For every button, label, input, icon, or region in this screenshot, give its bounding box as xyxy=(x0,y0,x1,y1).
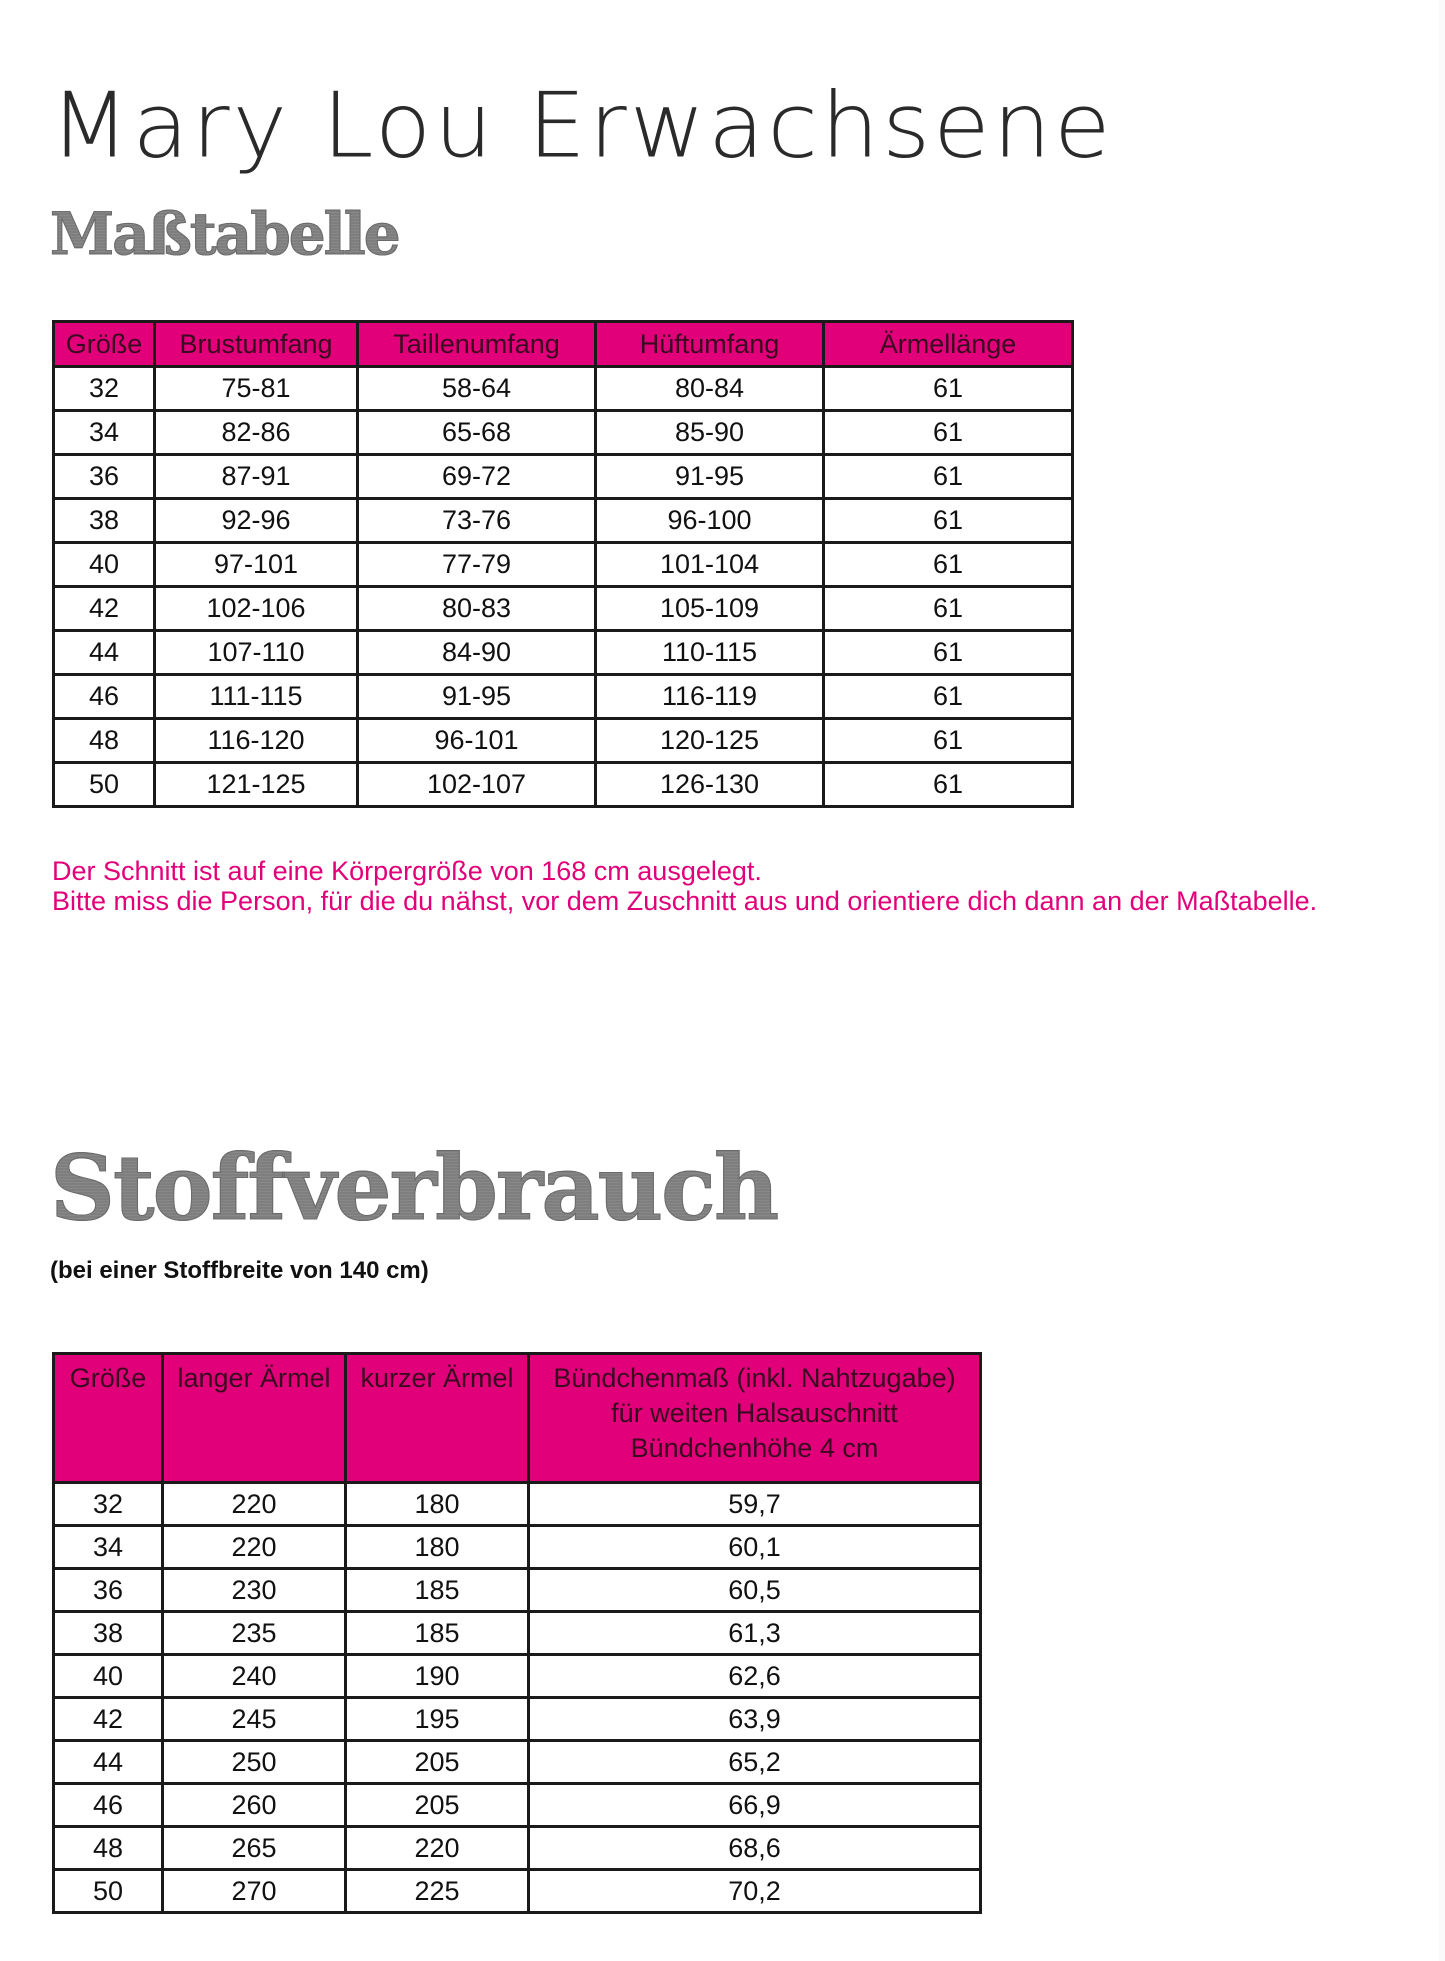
table-cell: 75-81 xyxy=(155,367,358,411)
table-row xyxy=(54,411,1073,455)
table-cell: 250 xyxy=(163,1741,346,1784)
table-cell: 205 xyxy=(346,1741,529,1784)
table-cell: 34 xyxy=(54,411,155,455)
column-header-size: Größe xyxy=(54,322,155,367)
table-cell: 40 xyxy=(54,1655,163,1698)
table-cell: 92-96 xyxy=(155,499,358,543)
table-cell: 110-115 xyxy=(596,631,824,675)
fabric-width-note: (bei einer Stoffbreite von 140 cm) xyxy=(50,1257,429,1284)
column-header-bust: Brustumfang xyxy=(155,322,358,367)
table-cell: 61 xyxy=(824,631,1073,675)
table-cell: 61 xyxy=(824,499,1073,543)
table-cell: 73-76 xyxy=(358,499,596,543)
table-cell: 230 xyxy=(163,1569,346,1612)
table-cell: 68,6 xyxy=(529,1827,981,1870)
table-cell: 65-68 xyxy=(358,411,596,455)
table-cell: 185 xyxy=(346,1569,529,1612)
table-row xyxy=(54,1655,981,1698)
table-cell: 265 xyxy=(163,1827,346,1870)
table-cell: 96-100 xyxy=(596,499,824,543)
cuff-header-line-1: Bündchenmaß (inkl. Nahtzugabe) xyxy=(553,1363,956,1393)
table-row xyxy=(54,1526,981,1569)
table-cell: 195 xyxy=(346,1698,529,1741)
table-cell: 225 xyxy=(346,1870,529,1913)
table-row xyxy=(54,499,1073,543)
table-cell: 32 xyxy=(54,1483,163,1526)
table-header-row xyxy=(54,322,1073,367)
column-header-short-sleeve: kurzer Ärmel xyxy=(346,1354,529,1483)
table-cell: 48 xyxy=(54,1827,163,1870)
table-cell: 65,2 xyxy=(529,1741,981,1784)
table-cell: 61 xyxy=(824,543,1073,587)
table-cell: 44 xyxy=(54,631,155,675)
table-cell: 102-107 xyxy=(358,763,596,807)
table-cell: 61 xyxy=(824,763,1073,807)
table-cell: 220 xyxy=(346,1827,529,1870)
table-row xyxy=(54,1612,981,1655)
table-cell: 40 xyxy=(54,543,155,587)
table-row xyxy=(54,1827,981,1870)
table-cell: 85-90 xyxy=(596,411,824,455)
table-cell: 61 xyxy=(824,367,1073,411)
table-cell: 260 xyxy=(163,1784,346,1827)
table-row xyxy=(54,367,1073,411)
table-cell: 220 xyxy=(163,1526,346,1569)
table-cell: 87-91 xyxy=(155,455,358,499)
table-cell: 38 xyxy=(54,499,155,543)
column-header-sleeve-length: Ärmellänge xyxy=(824,322,1073,367)
table-cell: 116-120 xyxy=(155,719,358,763)
table-row xyxy=(54,587,1073,631)
table-cell: 190 xyxy=(346,1655,529,1698)
table-cell: 46 xyxy=(54,675,155,719)
table-cell: 205 xyxy=(346,1784,529,1827)
column-header-size: Größe xyxy=(54,1354,163,1483)
table-cell: 107-110 xyxy=(155,631,358,675)
table-cell: 61,3 xyxy=(529,1612,981,1655)
table-cell: 105-109 xyxy=(596,587,824,631)
column-header-waist: Taillenumfang xyxy=(358,322,596,367)
table-cell: 97-101 xyxy=(155,543,358,587)
table-cell: 50 xyxy=(54,1870,163,1913)
table-cell: 58-64 xyxy=(358,367,596,411)
size-chart-table xyxy=(52,320,1074,808)
table-row xyxy=(54,1698,981,1741)
table-row xyxy=(54,763,1073,807)
table-cell: 50 xyxy=(54,763,155,807)
fabric-table xyxy=(52,1352,982,1914)
table-cell: 61 xyxy=(824,587,1073,631)
note-line-2: Bitte miss die Person, für die du nähst, vor dem Zuschnitt aus und orientiere dich dann an der Maßtabelle. xyxy=(52,886,1318,916)
table-row xyxy=(54,631,1073,675)
table-row xyxy=(54,1870,981,1913)
column-header-hip: Hüftumfang xyxy=(596,322,824,367)
table-cell: 61 xyxy=(824,455,1073,499)
table-cell: 80-84 xyxy=(596,367,824,411)
page-edge xyxy=(1439,0,1445,1961)
table-cell: 61 xyxy=(824,411,1073,455)
fabric-heading: Stoffverbrauch xyxy=(50,1135,778,1241)
table-row xyxy=(54,1569,981,1612)
table-row xyxy=(54,455,1073,499)
cuff-header-line-3: Bündchenhöhe 4 cm xyxy=(630,1433,879,1463)
table-cell: 121-125 xyxy=(155,763,358,807)
table-cell: 235 xyxy=(163,1612,346,1655)
table-cell: 101-104 xyxy=(596,543,824,587)
column-header-long-sleeve: langer Ärmel xyxy=(163,1354,346,1483)
table-cell: 245 xyxy=(163,1698,346,1741)
table-cell: 62,6 xyxy=(529,1655,981,1698)
table-row xyxy=(54,1483,981,1526)
table-cell: 63,9 xyxy=(529,1698,981,1741)
table-cell: 69-72 xyxy=(358,455,596,499)
table-cell: 91-95 xyxy=(596,455,824,499)
table-cell: 220 xyxy=(163,1483,346,1526)
table-cell: 66,9 xyxy=(529,1784,981,1827)
table-cell: 91-95 xyxy=(358,675,596,719)
page-title: Mary Lou Erwachsene xyxy=(50,73,1114,178)
table-cell: 84-90 xyxy=(358,631,596,675)
table-cell: 38 xyxy=(54,1612,163,1655)
table-cell: 77-79 xyxy=(358,543,596,587)
table-row xyxy=(54,1784,981,1827)
table-cell: 48 xyxy=(54,719,155,763)
table-cell: 180 xyxy=(346,1483,529,1526)
size-chart-note xyxy=(52,856,1317,916)
table-cell: 120-125 xyxy=(596,719,824,763)
table-cell: 111-115 xyxy=(155,675,358,719)
table-cell: 34 xyxy=(54,1526,163,1569)
table-row xyxy=(54,719,1073,763)
table-cell: 96-101 xyxy=(358,719,596,763)
table-cell: 42 xyxy=(54,587,155,631)
table-cell: 70,2 xyxy=(529,1870,981,1913)
table-cell: 185 xyxy=(346,1612,529,1655)
table-cell: 82-86 xyxy=(155,411,358,455)
table-cell: 36 xyxy=(54,1569,163,1612)
column-header-cuff-measure xyxy=(529,1354,981,1483)
table-cell: 61 xyxy=(824,719,1073,763)
table-cell: 80-83 xyxy=(358,587,596,631)
table-cell: 60,1 xyxy=(529,1526,981,1569)
table-cell: 240 xyxy=(163,1655,346,1698)
table-cell: 180 xyxy=(346,1526,529,1569)
table-cell: 42 xyxy=(54,1698,163,1741)
table-cell: 116-119 xyxy=(596,675,824,719)
table-header-row xyxy=(54,1354,981,1483)
table-cell: 270 xyxy=(163,1870,346,1913)
table-cell: 32 xyxy=(54,367,155,411)
table-cell: 44 xyxy=(54,1741,163,1784)
table-row xyxy=(54,1741,981,1784)
table-cell: 36 xyxy=(54,455,155,499)
table-cell: 60,5 xyxy=(529,1569,981,1612)
table-cell: 102-106 xyxy=(155,587,358,631)
cuff-header-line-2: für weiten Halsauschnitt xyxy=(611,1398,898,1428)
table-cell: 126-130 xyxy=(596,763,824,807)
table-cell: 46 xyxy=(54,1784,163,1827)
table-cell: 59,7 xyxy=(529,1483,981,1526)
table-row xyxy=(54,675,1073,719)
note-line-1: Der Schnitt ist auf eine Körpergröße von 168 cm ausgelegt. xyxy=(52,856,762,886)
table-cell: 61 xyxy=(824,675,1073,719)
table-row xyxy=(54,543,1073,587)
size-chart-heading: Maßtabelle xyxy=(50,200,399,268)
